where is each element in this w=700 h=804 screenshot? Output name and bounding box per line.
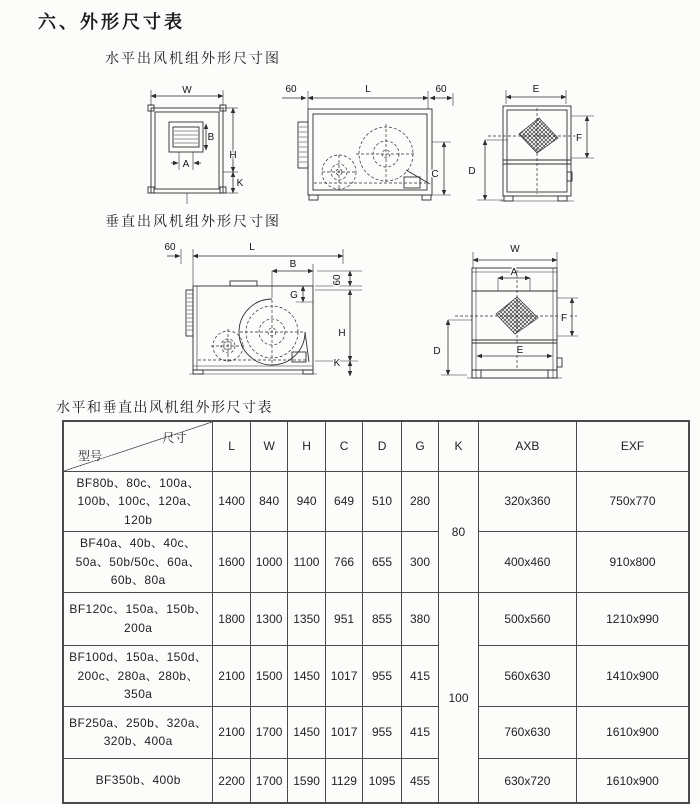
- dim-label-b: B: [289, 259, 297, 270]
- cell-d: 855: [363, 593, 401, 646]
- dim-label-g: G: [290, 290, 298, 301]
- corner-label-model: 型号: [78, 448, 103, 463]
- dim-label-60-left: 60: [285, 84, 297, 95]
- corner-label-size: 尺寸: [162, 431, 187, 445]
- horizontal-side-view-diagram: [276, 82, 461, 207]
- cell-axb: 320x360: [478, 471, 576, 532]
- cell-exf: 910x800: [576, 532, 689, 593]
- dim-label-f: F: [560, 313, 568, 324]
- dim-label-h: H: [229, 150, 237, 161]
- horizontal-end-view-diagram: [460, 82, 600, 207]
- cell-c: 1017: [325, 646, 362, 707]
- cell-l: 2200: [213, 758, 250, 803]
- dim-label-h: H: [338, 328, 346, 339]
- cell-l: 1800: [213, 593, 250, 646]
- table-title: 水平和垂直出风机组外形尺寸表: [56, 399, 273, 415]
- dim-label-a: A: [182, 159, 190, 170]
- cell-g: 300: [401, 532, 438, 593]
- cell-c: 1129: [325, 758, 362, 803]
- table-row: [63, 532, 689, 593]
- cell-h: 1450: [288, 706, 325, 758]
- cell-l: 2100: [213, 646, 250, 707]
- cell-axb: 500x560: [478, 593, 576, 646]
- dim-label-l: L: [249, 242, 255, 253]
- cell-c: 951: [325, 593, 362, 646]
- model-cell: BF80b、80c、100a、100b、100c、120a、120b: [63, 471, 213, 532]
- table-row: [63, 758, 689, 803]
- dim-label-d: D: [468, 166, 476, 177]
- cell-h: 1590: [288, 758, 325, 803]
- cell-axb: 400x460: [478, 532, 576, 593]
- cell-l: 2100: [213, 706, 250, 758]
- cell-exf: 1610x900: [576, 758, 689, 803]
- cell-d: 655: [363, 532, 401, 593]
- dim-label-w: W: [182, 85, 192, 96]
- col-header-g: G: [401, 421, 438, 471]
- table-row: [63, 706, 689, 758]
- cell-exf: 1610x900: [576, 706, 689, 758]
- col-header-w: W: [250, 421, 287, 471]
- cell-h: 940: [288, 471, 325, 532]
- cell-h: 1100: [288, 532, 325, 593]
- vertical-side-view-diagram: [112, 240, 372, 397]
- table-row: [63, 593, 689, 646]
- cell-axb: 560x630: [478, 646, 576, 707]
- model-cell: BF40a、40b、40c、50a、50b/50c、60a、60b、80a: [63, 532, 213, 593]
- page-title: 六、外形尺寸表: [38, 12, 185, 32]
- cell-w: 1500: [250, 646, 287, 707]
- dim-label-e: E: [516, 345, 524, 356]
- col-header-c: C: [325, 421, 362, 471]
- dim-label-60-top: 60: [164, 242, 176, 253]
- dim-label-k: K: [236, 178, 244, 189]
- model-cell: BF250a、250b、320a、320b、400a: [63, 706, 213, 758]
- dim-label-k: K: [333, 358, 341, 369]
- col-header-d: D: [363, 421, 401, 471]
- cell-g: 415: [401, 646, 438, 707]
- cell-c: 649: [325, 471, 362, 532]
- model-cell: BF350b、400b: [63, 758, 213, 803]
- cell-exf: 1410x900: [576, 646, 689, 707]
- cell-l: 1600: [213, 532, 250, 593]
- cell-k-group-80: 80: [439, 471, 479, 593]
- cell-exf: 750x770: [576, 471, 689, 532]
- cell-k-group-100: 100: [439, 593, 479, 804]
- model-cell: BF120c、150a、150b、200a: [63, 593, 213, 646]
- cell-c: 766: [325, 532, 362, 593]
- dim-label-f: F: [575, 133, 583, 144]
- cell-exf: 1210x990: [576, 593, 689, 646]
- cell-d: 510: [363, 471, 401, 532]
- cell-w: 1300: [250, 593, 287, 646]
- cell-w: 840: [250, 471, 287, 532]
- dim-label-l: L: [365, 84, 371, 95]
- cell-w: 1000: [250, 532, 287, 593]
- col-header-axb: AXB: [478, 421, 576, 471]
- cell-h: 1450: [288, 646, 325, 707]
- col-header-l: L: [213, 421, 250, 471]
- cell-w: 1700: [250, 758, 287, 803]
- cell-g: 380: [401, 593, 438, 646]
- cell-d: 955: [363, 706, 401, 758]
- corner-header-cell: [63, 421, 213, 471]
- cell-g: 280: [401, 471, 438, 532]
- dim-label-e: E: [532, 84, 540, 95]
- dimension-table: [62, 420, 690, 804]
- col-header-k: K: [439, 421, 479, 471]
- cell-axb: 630x720: [478, 758, 576, 803]
- vertical-end-view-diagram: [425, 240, 640, 392]
- cell-axb: 760x630: [478, 706, 576, 758]
- col-header-h: H: [288, 421, 325, 471]
- cell-g: 455: [401, 758, 438, 803]
- cell-d: 955: [363, 646, 401, 707]
- dim-label-60-right: 60: [332, 274, 343, 286]
- cell-h: 1350: [288, 593, 325, 646]
- subtitle-vertical-unit: 垂直出风机组外形尺寸图: [105, 213, 281, 229]
- cell-d: 1095: [363, 758, 401, 803]
- dim-label-b: B: [207, 132, 215, 143]
- dim-label-d: D: [433, 346, 441, 357]
- cell-w: 1700: [250, 706, 287, 758]
- dim-label-w: W: [510, 244, 520, 255]
- dim-label-c: C: [431, 169, 439, 180]
- header-row: [63, 421, 689, 471]
- horizontal-front-view-diagram: [138, 82, 248, 207]
- cell-l: 1400: [213, 471, 250, 532]
- dim-label-a: A: [510, 267, 518, 278]
- model-cell: BF100d、150a、150d、200c、280a、280b、350a: [63, 646, 213, 707]
- cell-c: 1017: [325, 706, 362, 758]
- subtitle-horizontal-unit: 水平出风机组外形尺寸图: [105, 50, 281, 66]
- table-row: [63, 646, 689, 707]
- dim-label-60-right: 60: [435, 84, 447, 95]
- col-header-exf: EXF: [576, 421, 689, 471]
- table-row: [63, 471, 689, 532]
- cell-g: 415: [401, 706, 438, 758]
